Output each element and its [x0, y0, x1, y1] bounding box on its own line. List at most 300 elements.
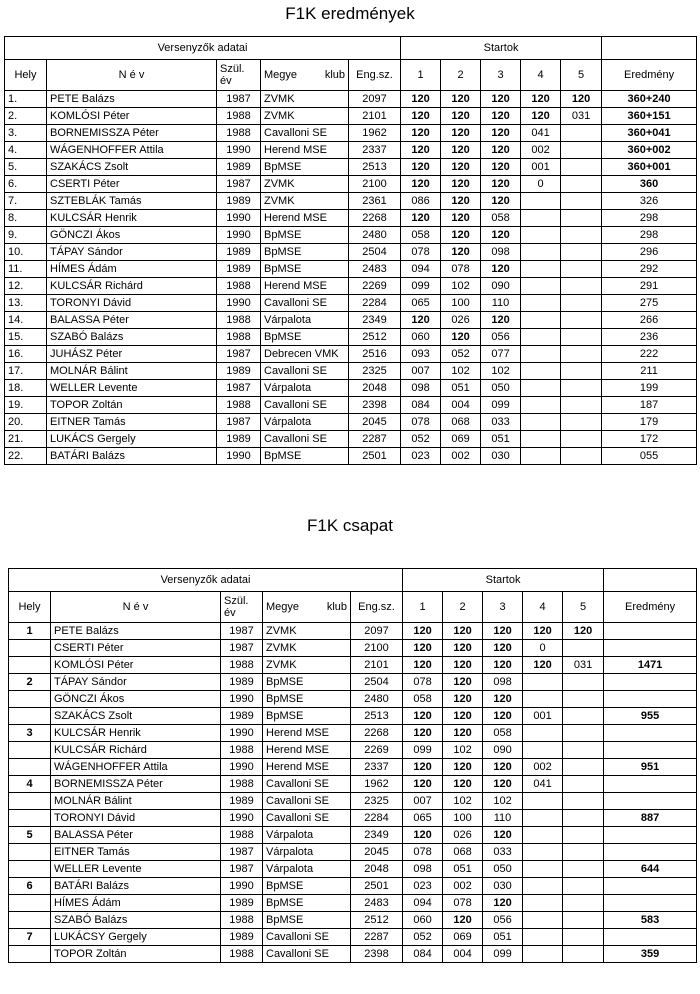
table-row — [5, 380, 697, 397]
cell-start-3: 120 — [483, 691, 523, 708]
cell-start-1: 098 — [403, 861, 443, 878]
cell-club: BpMSE — [263, 912, 351, 929]
cell-club: Herend MSE — [261, 142, 349, 159]
cell-start-5 — [563, 912, 604, 929]
cell-start-4: 001 — [521, 159, 561, 176]
cell-start-4 — [521, 312, 561, 329]
cell-name: KULCSÁR Richárd — [51, 742, 221, 759]
cell-start-1: 120 — [401, 125, 441, 142]
cell-hely: 4. — [5, 142, 47, 159]
cell-license: 2483 — [351, 895, 403, 912]
cell-result: 951 — [604, 759, 697, 776]
cell-start-3: 120 — [483, 895, 523, 912]
cell-start-3: 120 — [483, 640, 523, 657]
cell-start-1: 078 — [401, 414, 441, 431]
cell-start-2: 120 — [443, 640, 483, 657]
cell-start-5 — [561, 346, 602, 363]
cell-license: 2284 — [349, 295, 401, 312]
cell-start-5 — [561, 448, 602, 465]
cell-start-5 — [561, 142, 602, 159]
cell-license: 2101 — [351, 657, 403, 674]
cell-hely: 1 — [9, 623, 51, 640]
cell-start-5 — [561, 278, 602, 295]
cell-club: Várpalota — [261, 312, 349, 329]
cell-license: 2045 — [349, 414, 401, 431]
table-row — [5, 414, 697, 431]
cell-club: ZVMK — [263, 640, 351, 657]
cell-start-3: 120 — [481, 125, 521, 142]
cell-hely — [9, 657, 51, 674]
cell-birth-year: 1989 — [217, 193, 261, 210]
table-row — [5, 295, 697, 312]
cell-start-1: 078 — [403, 844, 443, 861]
cell-start-2: 051 — [441, 380, 481, 397]
cell-club: Debrecen VMK — [261, 346, 349, 363]
cell-birth-year: 1989 — [221, 674, 263, 691]
cell-start-1: 052 — [403, 929, 443, 946]
header-engsz: Eng.sz. — [349, 60, 401, 91]
cell-club: Cavalloni SE — [263, 810, 351, 827]
cell-start-1: 084 — [401, 397, 441, 414]
cell-hely: 7 — [9, 929, 51, 946]
header-megye: Megye klub — [263, 592, 351, 623]
cell-club: Herend MSE — [261, 278, 349, 295]
cell-birth-year: 1987 — [217, 414, 261, 431]
cell-start-1: 060 — [403, 912, 443, 929]
cell-start-3: 120 — [483, 759, 523, 776]
cell-birth-year: 1987 — [217, 346, 261, 363]
cell-start-4 — [523, 861, 563, 878]
cell-hely: 6 — [9, 878, 51, 895]
cell-start-1: 099 — [401, 278, 441, 295]
cell-start-4 — [521, 363, 561, 380]
cell-start-5 — [561, 431, 602, 448]
cell-license: 2501 — [351, 878, 403, 895]
cell-name: WELLER Levente — [51, 861, 221, 878]
cell-start-5 — [561, 295, 602, 312]
cell-start-2: 120 — [441, 193, 481, 210]
cell-start-5 — [563, 793, 604, 810]
cell-start-4 — [523, 725, 563, 742]
cell-start-1: 093 — [401, 346, 441, 363]
table-row — [9, 759, 697, 776]
cell-hely: 14. — [5, 312, 47, 329]
cell-start-5 — [561, 159, 602, 176]
cell-start-4: 001 — [523, 708, 563, 725]
cell-start-3: 030 — [481, 448, 521, 465]
cell-start-3: 120 — [483, 623, 523, 640]
cell-start-2: 051 — [443, 861, 483, 878]
cell-hely — [9, 742, 51, 759]
cell-name: BATÁRI Balázs — [47, 448, 217, 465]
cell-start-1: 120 — [403, 776, 443, 793]
cell-start-2: 069 — [443, 929, 483, 946]
cell-birth-year: 1989 — [217, 431, 261, 448]
cell-start-1: 120 — [401, 108, 441, 125]
cell-club: Cavalloni SE — [263, 793, 351, 810]
cell-birth-year: 1988 — [221, 912, 263, 929]
table-row — [5, 363, 697, 380]
cell-hely: 11. — [5, 261, 47, 278]
cell-start-2: 120 — [441, 91, 481, 108]
cell-birth-year: 1989 — [217, 363, 261, 380]
cell-start-2: 120 — [443, 691, 483, 708]
cell-name: BORNEMISSZA Péter — [47, 125, 217, 142]
cell-start-1: 098 — [401, 380, 441, 397]
cell-name: JUHÁSZ Péter — [47, 346, 217, 363]
cell-start-2: 120 — [443, 759, 483, 776]
cell-name: KOMLÓSI Péter — [51, 657, 221, 674]
cell-start-5 — [563, 861, 604, 878]
cell-result: 955 — [604, 708, 697, 725]
cell-start-1: 094 — [403, 895, 443, 912]
cell-start-5: 031 — [563, 657, 604, 674]
cell-club: ZVMK — [263, 657, 351, 674]
cell-license: 2480 — [351, 691, 403, 708]
cell-start-2: 069 — [441, 431, 481, 448]
cell-name: SZAKÁCS Zsolt — [51, 708, 221, 725]
table-row — [5, 346, 697, 363]
cell-start-4 — [521, 414, 561, 431]
header-megye: Megye klub — [261, 60, 349, 91]
table-row — [5, 176, 697, 193]
cell-start-1: 120 — [401, 142, 441, 159]
cell-start-4 — [521, 244, 561, 261]
cell-hely: 3 — [9, 725, 51, 742]
cell-start-4 — [523, 895, 563, 912]
cell-birth-year: 1988 — [221, 657, 263, 674]
table-row — [9, 810, 697, 827]
cell-result: 360+001 — [602, 159, 697, 176]
cell-result — [604, 691, 697, 708]
cell-start-1: 094 — [401, 261, 441, 278]
cell-start-5 — [561, 329, 602, 346]
cell-license: 2513 — [351, 708, 403, 725]
cell-start-5 — [561, 312, 602, 329]
cell-license: 1962 — [351, 776, 403, 793]
cell-start-2: 120 — [441, 227, 481, 244]
cell-result — [604, 844, 697, 861]
cell-start-5: 120 — [561, 91, 602, 108]
cell-start-2: 068 — [443, 844, 483, 861]
cell-license: 2513 — [349, 159, 401, 176]
cell-hely: 4 — [9, 776, 51, 793]
cell-start-3: 058 — [483, 725, 523, 742]
cell-license: 2504 — [351, 674, 403, 691]
cell-birth-year: 1990 — [217, 227, 261, 244]
cell-birth-year: 1990 — [221, 725, 263, 742]
cell-birth-year: 1989 — [221, 708, 263, 725]
cell-birth-year: 1990 — [217, 448, 261, 465]
cell-start-4 — [521, 329, 561, 346]
cell-start-1: 120 — [403, 759, 443, 776]
cell-hely: 16. — [5, 346, 47, 363]
cell-start-4: 120 — [523, 623, 563, 640]
cell-license: 2268 — [351, 725, 403, 742]
cell-start-4: 041 — [521, 125, 561, 142]
cell-start-5 — [563, 725, 604, 742]
cell-start-2: 026 — [441, 312, 481, 329]
cell-start-5 — [563, 929, 604, 946]
cell-start-3: 120 — [483, 776, 523, 793]
cell-name: GÖNCZI Ákos — [47, 227, 217, 244]
cell-start-1: 120 — [401, 159, 441, 176]
cell-start-3: 051 — [481, 431, 521, 448]
cell-start-1: 078 — [401, 244, 441, 261]
cell-start-3: 033 — [483, 844, 523, 861]
cell-start-3: 056 — [481, 329, 521, 346]
cell-club: BpMSE — [263, 895, 351, 912]
table-row — [9, 674, 697, 691]
cell-birth-year: 1988 — [217, 329, 261, 346]
cell-name: TORONYI Dávid — [51, 810, 221, 827]
cell-start-1: 023 — [401, 448, 441, 465]
cell-hely: 2 — [9, 674, 51, 691]
team-title: F1K csapat — [307, 516, 393, 535]
cell-start-1: 120 — [401, 91, 441, 108]
cell-birth-year: 1989 — [221, 929, 263, 946]
cell-license: 2349 — [349, 312, 401, 329]
cell-name: TÁPAY Sándor — [51, 674, 221, 691]
table-row — [9, 725, 697, 742]
cell-license: 2284 — [351, 810, 403, 827]
header-szul: Szül. év — [221, 592, 263, 623]
cell-start-3: 090 — [483, 742, 523, 759]
cell-start-3: 050 — [483, 861, 523, 878]
cell-club: Herend MSE — [263, 759, 351, 776]
cell-birth-year: 1987 — [217, 380, 261, 397]
cell-start-3: 050 — [481, 380, 521, 397]
cell-club: Várpalota — [263, 827, 351, 844]
cell-result: 360+151 — [602, 108, 697, 125]
cell-start-1: 120 — [403, 708, 443, 725]
cell-birth-year: 1989 — [217, 244, 261, 261]
cell-start-2: 120 — [441, 159, 481, 176]
cell-birth-year: 1989 — [217, 261, 261, 278]
table-row — [5, 108, 697, 125]
cell-start-5 — [563, 742, 604, 759]
table-row — [5, 448, 697, 465]
cell-start-3: 120 — [481, 312, 521, 329]
header-startok: Startok — [401, 37, 602, 60]
cell-club: BpMSE — [261, 227, 349, 244]
cell-start-3: 110 — [483, 810, 523, 827]
cell-start-5 — [563, 895, 604, 912]
cell-start-5 — [561, 397, 602, 414]
cell-hely: 5. — [5, 159, 47, 176]
cell-start-5 — [561, 176, 602, 193]
cell-start-2: 004 — [441, 397, 481, 414]
cell-result: 211 — [602, 363, 697, 380]
cell-start-2: 102 — [441, 278, 481, 295]
cell-name: MOLNÁR Bálint — [47, 363, 217, 380]
cell-name: SZABÓ Balázs — [51, 912, 221, 929]
cell-result: 360+002 — [602, 142, 697, 159]
cell-start-2: 102 — [441, 363, 481, 380]
cell-hely: 21. — [5, 431, 47, 448]
header-start-3: 3 — [483, 592, 523, 623]
cell-club: ZVMK — [261, 193, 349, 210]
cell-club: BpMSE — [263, 708, 351, 725]
cell-result: 179 — [602, 414, 697, 431]
cell-result — [604, 623, 697, 640]
cell-license: 2097 — [351, 623, 403, 640]
cell-club: ZVMK — [261, 176, 349, 193]
cell-start-3: 051 — [483, 929, 523, 946]
cell-hely: 19. — [5, 397, 47, 414]
cell-license: 2045 — [351, 844, 403, 861]
cell-start-2: 002 — [443, 878, 483, 895]
cell-start-5 — [563, 691, 604, 708]
cell-birth-year: 1990 — [221, 759, 263, 776]
cell-start-3: 099 — [483, 946, 523, 963]
cell-license: 2268 — [349, 210, 401, 227]
cell-license: 2504 — [349, 244, 401, 261]
cell-hely — [9, 708, 51, 725]
cell-birth-year: 1987 — [221, 640, 263, 657]
cell-start-2: 120 — [441, 142, 481, 159]
cell-license: 2048 — [349, 380, 401, 397]
header-szul: Szül. év — [217, 60, 261, 91]
cell-result: 360 — [602, 176, 697, 193]
cell-result — [604, 776, 697, 793]
cell-club: ZVMK — [261, 108, 349, 125]
cell-start-3: 120 — [481, 142, 521, 159]
table-row — [5, 193, 697, 210]
header-hely: Hely — [5, 60, 47, 91]
cell-start-4 — [521, 261, 561, 278]
cell-start-5 — [561, 227, 602, 244]
cell-hely: 8. — [5, 210, 47, 227]
header-start-2: 2 — [441, 60, 481, 91]
header-start-5: 5 — [563, 592, 604, 623]
cell-start-4 — [523, 827, 563, 844]
cell-name: PETE Balázs — [51, 623, 221, 640]
cell-license: 2100 — [349, 176, 401, 193]
cell-name: HÍMES Ádám — [51, 895, 221, 912]
cell-hely: 10. — [5, 244, 47, 261]
cell-hely: 15. — [5, 329, 47, 346]
cell-result: 298 — [602, 227, 697, 244]
table-row — [5, 227, 697, 244]
cell-name: TÁPAY Sándor — [47, 244, 217, 261]
cell-hely — [9, 640, 51, 657]
cell-start-1: 120 — [403, 657, 443, 674]
cell-start-3: 120 — [481, 227, 521, 244]
table-row — [9, 793, 697, 810]
cell-birth-year: 1990 — [217, 295, 261, 312]
table-row — [5, 329, 697, 346]
cell-start-1: 058 — [403, 691, 443, 708]
cell-birth-year: 1989 — [217, 159, 261, 176]
cell-start-1: 007 — [401, 363, 441, 380]
cell-club: Herend MSE — [263, 725, 351, 742]
cell-start-2: 102 — [443, 793, 483, 810]
cell-hely: 1. — [5, 91, 47, 108]
cell-start-4 — [523, 929, 563, 946]
cell-name: WÁGENHOFFER Attila — [51, 759, 221, 776]
cell-license: 2269 — [351, 742, 403, 759]
cell-name: BORNEMISSZA Péter — [51, 776, 221, 793]
cell-license: 2398 — [351, 946, 403, 963]
cell-name: MOLNÁR Bálint — [51, 793, 221, 810]
cell-license: 2325 — [351, 793, 403, 810]
cell-start-4 — [523, 878, 563, 895]
cell-club: Cavalloni SE — [261, 295, 349, 312]
cell-start-4: 041 — [523, 776, 563, 793]
header-blank — [602, 37, 697, 60]
cell-start-3: 120 — [481, 193, 521, 210]
cell-start-4 — [521, 193, 561, 210]
cell-result: 360+041 — [602, 125, 697, 142]
cell-club: Herend MSE — [261, 210, 349, 227]
cell-club: BpMSE — [261, 261, 349, 278]
cell-start-1: 099 — [403, 742, 443, 759]
cell-result: 266 — [602, 312, 697, 329]
cell-start-1: 120 — [401, 210, 441, 227]
cell-license: 2512 — [349, 329, 401, 346]
cell-club: Cavalloni SE — [263, 929, 351, 946]
table-row — [9, 827, 697, 844]
cell-license: 2048 — [351, 861, 403, 878]
cell-start-1: 065 — [401, 295, 441, 312]
cell-birth-year: 1990 — [221, 691, 263, 708]
cell-start-4: 002 — [521, 142, 561, 159]
cell-start-5: 120 — [563, 623, 604, 640]
cell-club: Várpalota — [261, 380, 349, 397]
cell-start-3: 090 — [481, 278, 521, 295]
cell-hely — [9, 793, 51, 810]
cell-license: 2287 — [351, 929, 403, 946]
cell-start-2: 068 — [441, 414, 481, 431]
cell-start-2: 120 — [441, 244, 481, 261]
cell-start-2: 078 — [441, 261, 481, 278]
header-start-1: 1 — [403, 592, 443, 623]
header-start-1: 1 — [401, 60, 441, 91]
cell-hely: 2. — [5, 108, 47, 125]
cell-birth-year: 1988 — [217, 312, 261, 329]
cell-club: BpMSE — [263, 878, 351, 895]
cell-name: LUKÁCS Gergely — [47, 431, 217, 448]
header-hely: Hely — [9, 592, 51, 623]
table-row — [5, 278, 697, 295]
cell-start-3: 120 — [483, 708, 523, 725]
cell-start-4 — [523, 946, 563, 963]
cell-name: KULCSÁR Henrik — [51, 725, 221, 742]
cell-start-2: 120 — [443, 725, 483, 742]
cell-start-4: 120 — [521, 108, 561, 125]
cell-hely: 13. — [5, 295, 47, 312]
cell-birth-year: 1987 — [221, 623, 263, 640]
cell-hely: 5 — [9, 827, 51, 844]
cell-birth-year: 1989 — [221, 895, 263, 912]
cell-club: ZVMK — [261, 91, 349, 108]
cell-start-4 — [523, 810, 563, 827]
cell-hely: 3. — [5, 125, 47, 142]
cell-result: 1471 — [604, 657, 697, 674]
cell-start-4: 0 — [521, 176, 561, 193]
cell-start-2: 120 — [441, 210, 481, 227]
cell-club: BpMSE — [263, 674, 351, 691]
cell-start-2: 052 — [441, 346, 481, 363]
cell-start-4: 120 — [521, 91, 561, 108]
cell-start-5 — [561, 380, 602, 397]
cell-start-4 — [523, 691, 563, 708]
cell-start-5 — [561, 244, 602, 261]
cell-start-3: 120 — [483, 657, 523, 674]
table-row — [9, 742, 697, 759]
cell-name: SZTEBLÁK Tamás — [47, 193, 217, 210]
